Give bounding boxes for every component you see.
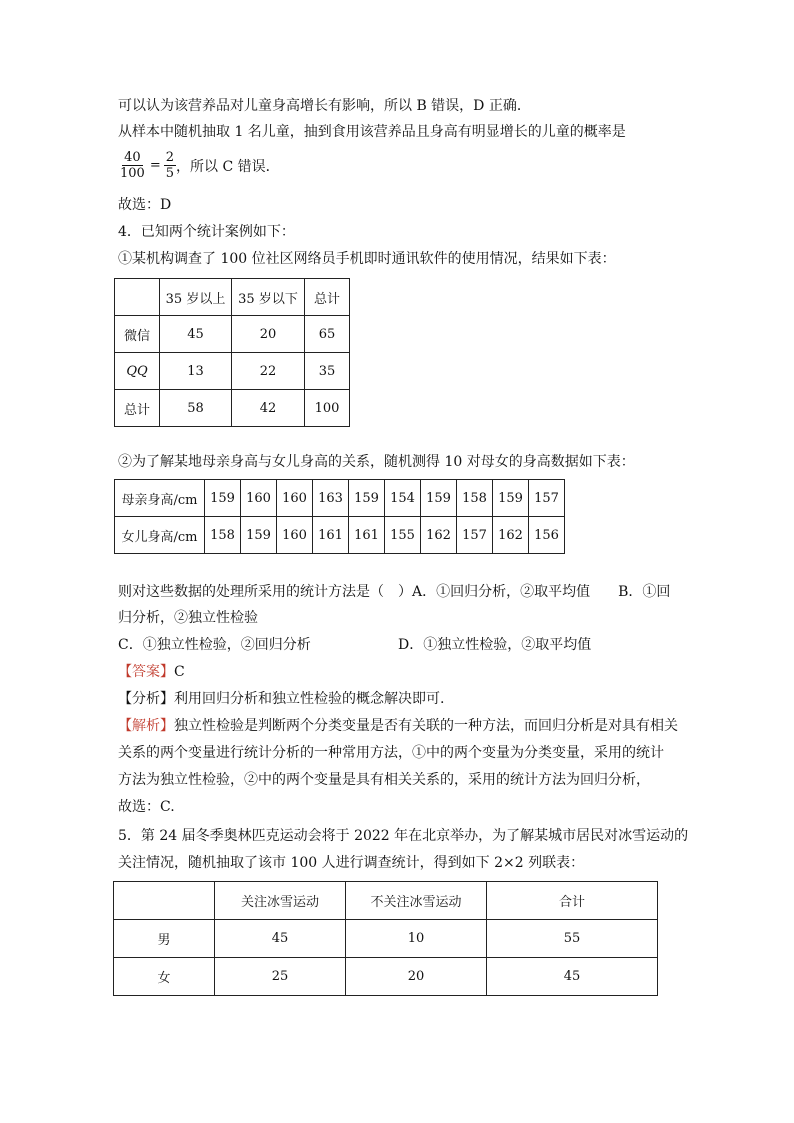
table-row: 总计 58 42 100 [115, 390, 350, 427]
text-line: 方法为独立性检验，②中的两个变量是具有相关关系的，采用的统计方法为回归分析， [118, 772, 650, 788]
text-line: 归分析，②独立性检验 [118, 610, 258, 626]
answer-tag: 【答案】 [118, 664, 174, 680]
analysis-line: 【分析】利用回归分析和独立性检验的概念解决即可. [118, 691, 445, 707]
text-line: 从样本中随机抽取 1 名儿童，抽到食用该营养品且身高有明显增长的儿童的概率是 [118, 124, 626, 140]
table-winter-sports: 关注冰雪运动 不关注冰雪运动 合计 男 45 10 55 女 25 20 45 [113, 881, 658, 996]
question-4-title: 4．已知两个统计案例如下： [118, 224, 295, 240]
table-messaging-usage: 35 岁以上 35 岁以下 总计 微信 45 20 65 QQ 13 22 35 总计 58 42 100 [114, 278, 350, 427]
text-line: ②为了解某地母亲身高与女儿身高的关系，随机测得 10 对母女的身高数据如下表： [118, 454, 635, 470]
probability-fraction: $\frac{40}{100}$ = $\frac{2}{5}$ ，所以 C 错误． [120, 150, 280, 181]
question-5-title: 5．第 24 届冬季奥林匹克运动会将于 2022 年在北京举办，为了解某城市居民对冰雪运动的 [118, 828, 689, 844]
text-line: 关注情况，随机抽取了该市 100 人进行调查统计，得到如下 2×2 列联表： [118, 855, 585, 871]
table-row: 母亲身高/cm 159 160 160 163 159 154 159 158 159 157 [115, 480, 565, 517]
text-line: 故选：D [118, 197, 172, 213]
text-line: 可以认为该营养品对儿童身高增长有影响，所以 B 错误，D 正确． [118, 98, 531, 114]
table-row: 女儿身高/cm 158 159 160 161 161 155 162 157 162 156 [115, 517, 565, 554]
table-height-data [114, 479, 565, 554]
analysis-tag: 【分析】 [118, 691, 174, 707]
question-4-prompt: 则对这些数据的处理所采用的统计方法是（ ）A．①回归分析，②取平均值 B．①回 [118, 584, 671, 600]
text-line: 关系的两个变量进行统计分析的一种常用方法，①中的两个变量为分类变量，采用的统计 [118, 745, 664, 761]
solution-line: 【解析】独立性检验是判断两个分类变量是否有关联的一种方法，而回归分析是对具有相关 [118, 718, 678, 734]
text-line: 故选：C. [118, 799, 175, 815]
table-row: 女 25 20 45 [114, 958, 658, 996]
text-line: ①某机构调查了 100 位社区网络员手机即时通讯软件的使用情况，结果如下表： [118, 251, 616, 267]
table-row: QQ 13 22 35 [115, 353, 350, 390]
option-c: C．①独立性检验，②回归分析 [118, 637, 311, 653]
table-row: 微信 45 20 65 [115, 316, 350, 353]
table-row: 男 45 10 55 [114, 920, 658, 958]
solution-tag: 【解析】 [118, 718, 174, 734]
option-d: D．①独立性检验，②取平均值 [398, 637, 592, 653]
answer-line: 【答案】C [118, 664, 185, 680]
